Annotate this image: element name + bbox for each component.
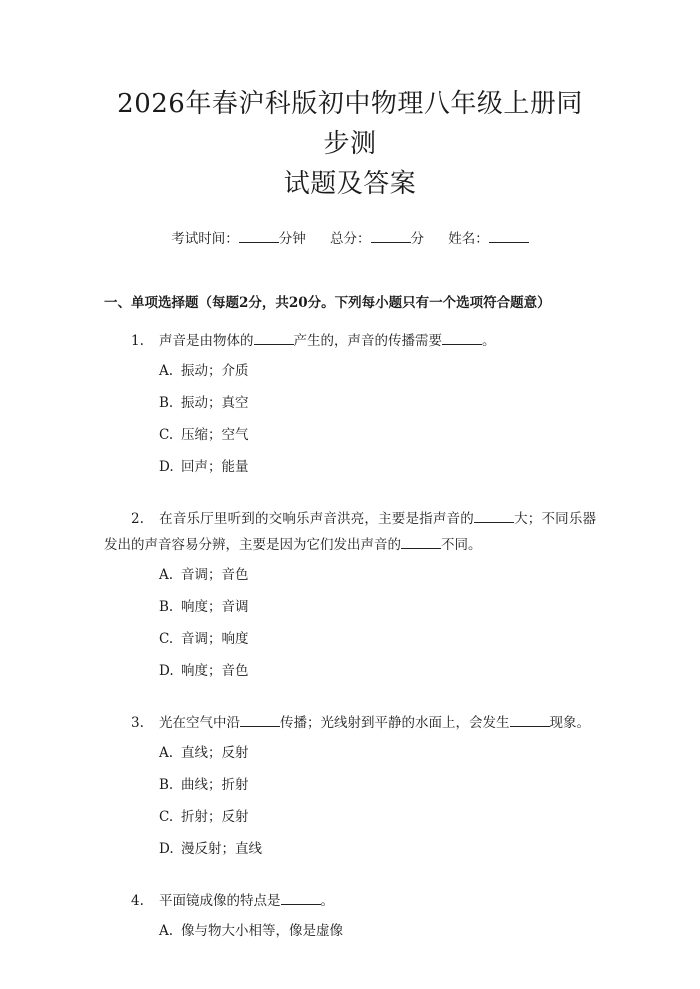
option-b: [159, 598, 596, 630]
total-score: [330, 230, 424, 248]
option-text: 折射；反射: [181, 809, 249, 825]
question-text: 。: [320, 893, 334, 909]
document-title: [104, 84, 596, 204]
option-b: [159, 776, 596, 808]
exam-meta: [104, 230, 596, 248]
option-text: 振动；真空: [181, 395, 249, 411]
answer-blank: [510, 714, 550, 727]
exam-time-label: 考试时间：: [171, 231, 239, 247]
question-2-options: [159, 566, 596, 694]
option-text: 曲线；折射: [181, 777, 249, 793]
question-text: 现象。: [549, 715, 590, 731]
question-number: 2.: [131, 511, 144, 527]
student-name-blank: [489, 230, 529, 243]
question-text: 产生的，声音的传播需要: [293, 333, 442, 349]
question-text: 平面镜成像的特点是: [159, 893, 281, 909]
exam-time-blank: [239, 230, 279, 243]
answer-blank: [281, 892, 321, 905]
question-text: 传播；光线射到平静的水面上，会发生: [280, 715, 510, 731]
option-c: [159, 630, 596, 662]
option-letter: D.: [159, 663, 174, 679]
question-1-options: [159, 362, 596, 490]
option-b: [159, 394, 596, 426]
option-letter: A.: [159, 363, 174, 379]
option-letter: D.: [159, 841, 174, 857]
option-d: [159, 662, 596, 694]
question-text: 声音是由物体的: [159, 333, 254, 349]
exam-time: [171, 230, 306, 248]
question-text: 在音乐厅里听到的交响乐声音洪亮，主要是指声音的: [159, 511, 474, 527]
option-letter: D.: [159, 459, 174, 475]
answer-blank: [474, 510, 514, 523]
section-title-single-choice: 一、单项选择题（每题2分，共20分。下列每小题只有一个选项符合题意）: [104, 295, 551, 311]
option-a: [159, 362, 596, 394]
option-text: 像与物大小相等，像是虚像: [181, 923, 343, 939]
question-4-options: [159, 922, 596, 954]
question-3-options: [159, 744, 596, 872]
student-name-label: 姓名：: [448, 231, 489, 247]
option-text: 振动；介质: [181, 363, 249, 379]
total-score-blank: [371, 230, 411, 243]
option-letter: C.: [159, 809, 174, 825]
option-letter: B.: [159, 599, 174, 615]
option-d: [159, 840, 596, 872]
option-text: 音调；音色: [181, 567, 249, 583]
option-d: [159, 458, 596, 490]
option-a: [159, 922, 596, 954]
question-number: 1.: [131, 333, 144, 349]
option-letter: B.: [159, 777, 174, 793]
option-text: 音调；响度: [181, 631, 249, 647]
question-number: 4.: [131, 893, 144, 909]
option-letter: C.: [159, 427, 174, 443]
option-letter: A.: [159, 567, 174, 583]
question-text: 。: [482, 333, 496, 349]
answer-blank: [254, 332, 294, 345]
option-letter: B.: [159, 395, 174, 411]
option-text: 响度；音色: [181, 663, 249, 679]
student-name: [448, 230, 529, 248]
option-letter: A.: [159, 923, 174, 939]
option-letter: C.: [159, 631, 174, 647]
answer-blank: [442, 332, 482, 345]
answer-blank: [240, 714, 280, 727]
option-a: [159, 566, 596, 598]
question-4: [104, 888, 596, 914]
option-text: 直线；反射: [181, 745, 249, 761]
option-c: [159, 808, 596, 840]
total-score-label: 总分：: [330, 231, 371, 247]
document-page: [0, 84, 700, 989]
total-score-unit: 分: [410, 231, 424, 247]
question-3: [104, 710, 596, 736]
option-letter: A.: [159, 745, 174, 761]
answer-blank: [401, 536, 441, 549]
question-text: 光在空气中沿: [159, 715, 240, 731]
title-line-1: 2026年春沪科版初中物理八年级上册同步测: [117, 89, 583, 159]
question-number: 3.: [131, 715, 144, 731]
option-text: 响度；音调: [181, 599, 249, 615]
question-2: [104, 506, 596, 558]
option-text: 回声；能量: [181, 459, 249, 475]
option-a: [159, 744, 596, 776]
title-line-2: 试题及答案: [283, 169, 417, 199]
question-1: [104, 328, 596, 354]
question-text: 不同。: [441, 537, 482, 553]
option-text: 漫反射；直线: [181, 841, 262, 857]
option-c: [159, 426, 596, 458]
question-text: 大；不同乐器发出的声音容易分辨，主要是因为它们发出声音的: [104, 511, 597, 553]
option-text: 压缩；空气: [181, 427, 249, 443]
exam-time-unit: 分钟: [278, 231, 306, 247]
